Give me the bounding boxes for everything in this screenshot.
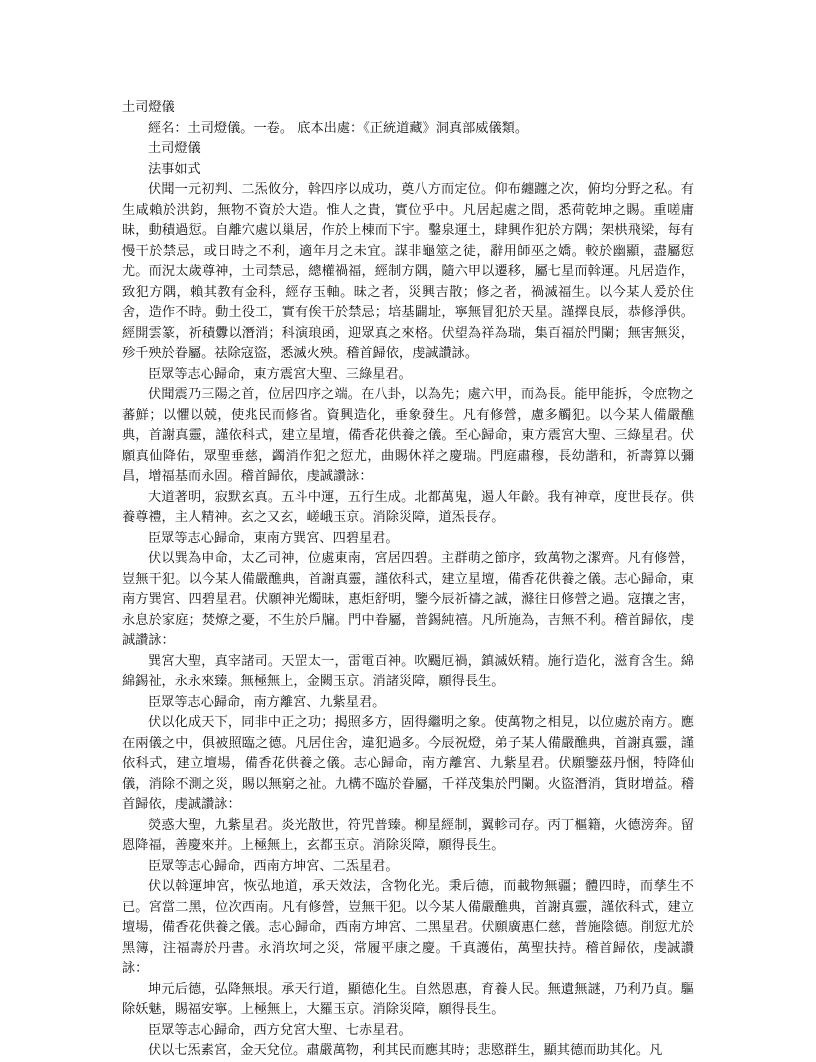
paragraph-verse: 坤元后德，弘降無垠。承天行道，顯德化生。自然恩惠，育養人民。無遺無謎，乃利乃貞。驅除妖魅，賜福安寧。上極無上，大羅玉京。消除災障，願得長生。 [122, 981, 694, 1017]
paragraph-response: 臣眾等志心歸命，東方震宮大聖、三綠星君。 [148, 366, 412, 382]
paragraph-invocation: 伏聞一元初判、二炁攸分，斡四序以成功，奠八方而定位。仰布纏躔之次，俯均分野之私。有生咸賴於洪鈞，無物不資於大造。惟人之貴，實位乎中。凡居起處之間，悉荷乾坤之賜。重嗟庸昧，動積過愆。自離穴處以巢居，作於上棟而下宇。鑿泉運土，肆興作犯於方隅；架栱飛梁，每有慢干於禁忌，或日時之不利，適年月之未宜。謀非龜筮之徒，辭用師巫之嬌。較於幽顯，盡屬愆尤。而況太歲尊神，土司禁忌，總權禍福，經制方隅，隨六甲以遷移，屬七星而斡運。凡居造作，致犯方隅，賴其教有金科，經存玉軸。昧之者，災興吉散；修之者，禍滅福生。以今某人爰於住舍，造作不時。動土役工，實有俟干於禁忌；培基闢址，寧無冒犯於天星。謹擇良辰，恭修淨供。經開雲篆，祈積釁以潛消；科演琅函，迎眾真之來格。伏望為祥為瑞，集百福於門闌；無害無災，殄千殃於眷屬。祛除寇盜，悉滅火殃。稽首歸依，虔誠讚詠。 [122, 182, 694, 361]
paragraph-response: 臣眾等志心歸命，西南方坤宮、二炁星君。 [148, 858, 399, 874]
paragraph-response: 臣眾等志心歸命，南方離宮、九紫星君。 [148, 694, 386, 710]
paragraph-verse: 熒惑大聖，九紫星君。炎光散世，符咒普臻。柳星經制，翼軫司存。丙丁樞籍，火德滂奔。留恩降福，善慶來并。上極無上，玄都玉京。消除災障，願得長生。 [122, 817, 694, 853]
paragraph-invocation: 伏以巽為申命，太乙司神，位處東南，宮居四碧。主群萌之節序，致萬物之潔齊。凡有修營，豈無干犯。以今某人備嚴醮典，首謝真靈，謹依科式，建立星壇，備香花供養之儀。志心歸命，東南方巽宮、四碧星君。伏願神光燭昧，惠炬舒明，鑒今辰祈禱之誠，滌往日修營之過。寇攘之害，永息於家庭；焚燎之憂，不生於戶牖。門中眷屬，普錫純禧。凡所施為，吉無不利。稽首歸依，虔誠讚詠： [122, 551, 694, 648]
paragraph-invocation: 伏聞震乃三陽之首，位居四序之端。在八卦，以為先；處六甲，而為長。能甲能拆，令庶物之蕃鮮；以懼以兢，使兆民而修省。資興造化，垂象發生。凡有修營，慮多觸犯。以今某人備嚴醮典，首謝真靈，謹依科式，建立星壇，備香花供養之儀。至心歸命，東方震宮大聖、三綠星君。伏願真仙降佑，眾聖垂慈，蠲消作犯之愆尤，曲賜休祥之慶瑞。門庭肅穆，長幼諧和，祈壽算以彌昌，增福基而永固。稽首歸依，虔誠讚詠： [122, 387, 694, 484]
paragraph-invocation: 伏以化成天下，同非中正之功；揭照多方，固得繼明之象。使萬物之相見，以位處於南方。應在兩儀之中，俱被照臨之德。凡居住舍，違犯過多。今辰祝燈，弟子某人備嚴醮典，首謝真靈，謹依科式，建立壇場，備香花供養之儀。志心歸命，南方離宮、九紫星君。伏願鑒茲丹悃，特降仙儀，消除不測之災，賜以無窮之祉。九構不臨於眷屬，千祥茂集於門闌。火盜潛消，貨財增益。稽首歸依，虔誠讚詠： [122, 715, 694, 812]
document-meta: 經名：土司燈儀。一卷。 底本出處：《正統道藏》洞真部威儀類。 [148, 120, 529, 136]
document-title: 土司燈儀 [122, 100, 175, 115]
section-heading: 法事如式 [148, 161, 201, 177]
paragraph-invocation: 伏以七炁素宮，金天兌位。肅嚴萬物，利其民而應其時；悲愍群生，顯其德而助其化。凡 [148, 1043, 663, 1058]
document-subtitle: 土司燈儀 [148, 141, 201, 156]
document-body [122, 98, 694, 1062]
paragraph-verse: 巽宮大聖，真宰諸司。天罡太一，雷電百神。吹颺厄禍，鎮滅妖精。施行造化，滋育含生。綿綿錫祉，永永來臻。無極無上，金闕玉京。消諸災障，願得長生。 [122, 653, 694, 689]
paragraph-invocation: 伏以斡運坤宮，恢弘地道，承天效法，含物化光。秉后德，而載物無疆；體四時，而孳生不已。宮當二黑，位次西南。凡有修營，豈無干犯。以今某人備嚴醮典，首謝真靈，謹依科式，建立壇場，備香花供養之儀。志心歸命，西南方坤宮、二黑星君。伏願廣惠仁慈，普施陰德。削愆尤於黑簿，注福壽於丹書。永消坎坷之災，常履平康之慶。千真護佑，萬聖扶持。稽首歸依，虔誠讚詠： [122, 879, 694, 976]
paragraph-verse: 大道著明，寂默玄真。五斗中運，五行生成。北都萬鬼，遏人年齡。我有神章，度世長存。供養尊禮，主人精神。玄之又玄，嵯峨玉京。消除災障，道炁長存。 [122, 489, 694, 525]
paragraph-response: 臣眾等志心歸命，西方兌宮大聖、七赤星君。 [148, 1022, 412, 1038]
paragraph-response: 臣眾等志心歸命，東南方巽宮、四碧星君。 [148, 530, 399, 546]
